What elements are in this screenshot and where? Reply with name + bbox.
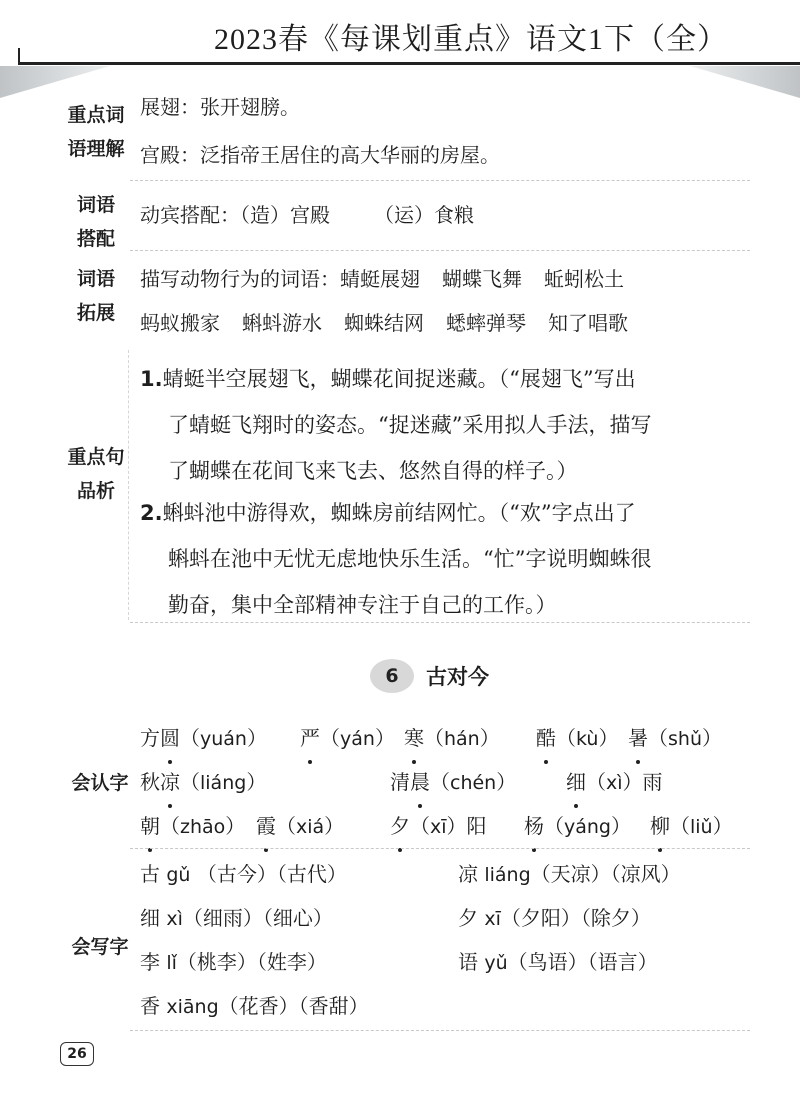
sentence-2-line-1 [140,490,651,536]
recognize-item: 杨（yáng） [524,804,631,849]
recognize-item: 方圆（yuán） [140,716,267,761]
page-number: 26 [60,1042,94,1066]
write-item [458,940,658,985]
pinyin: yáng [564,816,611,838]
recognize-char: 严 [300,716,320,760]
write-char: 古 [140,862,160,886]
divider [130,180,750,181]
pinyin: gǔ [166,864,191,886]
recognize-suffix: 雨 [642,770,663,794]
pinyin: lǐ [166,952,177,974]
write-item [458,852,681,897]
key-word-1: 展翅：张开翅膀。 [140,95,300,119]
recognize-item: 严（yán） [300,716,395,761]
write-char: 语 [458,950,478,974]
sentence-2 [140,490,651,628]
pinyin: zhāo [180,816,226,838]
expansion-word: 蚯蚓松土 [544,267,624,291]
sentence-1-line-1 [140,356,651,402]
recognize-item: 夕（xī）阳 [390,804,487,849]
pinyin: xī [430,816,447,838]
page-title: 2023春《每课划重点》语文1下（全） [214,23,728,56]
expansion-prefix: 描写动物行为的词语： [140,267,340,291]
section-number-badge: 6 [370,659,414,693]
section-heading [370,656,489,696]
label-recognize: 会认字 [71,772,129,794]
recognize-prefix: 清 [390,770,410,794]
decor-swoosh-right [690,66,800,98]
divider [130,250,750,251]
expansion-word: 蝴蝶飞舞 [442,267,522,291]
write-words: （古今）（古代） [196,862,347,886]
recognize-item: 暑（shǔ） [628,716,722,761]
recognize-prefix: 方 [140,726,160,750]
label-expansion-line1: 词语 [76,268,115,290]
pinyin: xiá [296,816,325,838]
label-collocation-line1: 词语 [76,194,115,216]
write-item [140,852,347,897]
recognize-char: 酷 [536,716,556,760]
section-title: 古对今 [426,665,489,689]
label-collocation [66,188,126,256]
pinyin: hán [444,728,480,750]
label-write: 会写字 [71,936,129,958]
recognize-item: 柳（liǔ） [650,804,733,849]
recognize-char: 朝 [140,804,160,848]
recognize-item: 霞（xiá） [256,804,344,849]
recognize-prefix: 秋 [140,770,160,794]
expansion-line-1 [140,262,624,296]
pinyin: kù [576,728,599,750]
pinyin: xì [166,908,183,930]
recognize-char: 杨 [524,804,544,848]
sentence-text: 蜻蜓半空展翅飞，蝴蝶花间捉迷藏。（“展翅飞”写出 [162,367,636,391]
recognize-item: 朝（zhāo） [140,804,245,849]
expansion-word: 蝌蚪游水 [242,311,322,335]
pinyin: shǔ [668,728,702,750]
label-expansion [66,262,126,330]
write-char: 夕 [458,906,478,930]
sentence-2-line-3: 勤奋，集中全部精神专注于自己的工作。） [168,593,557,617]
collocation-item-1: （造）宫殿 [240,203,330,227]
recognize-item: 秋凉（liáng） [140,760,266,805]
sentence-text: 蝌蚪池中游得欢，蜘蛛房前结网忙。（“欢”字点出了 [162,501,636,525]
expansion-word: 蜻蜓展翅 [340,267,420,291]
write-words: （鸟语）（语言） [507,950,658,974]
divider [130,1030,750,1031]
recognize-item: 细（xì）雨 [566,760,663,805]
pinyin: xì [606,772,623,794]
sentence-number: 1. [140,367,163,391]
write-item [458,896,651,941]
recognize-char: 夕 [390,804,410,848]
sentence-1-line-3: 了蝴蝶在花间飞来飞去、悠然自得的样子。） [168,459,578,483]
recognize-item: 寒（hán） [404,716,500,761]
recognize-char: 圆 [160,716,180,760]
write-item [140,940,327,985]
write-words: （桃李）（姓李） [176,950,327,974]
divider [130,622,750,623]
label-key-words [60,98,132,166]
write-char: 香 [140,994,160,1018]
expansion-word: 蟋蟀弹琴 [446,311,526,335]
pinyin: yǔ [484,952,508,974]
pinyin: yán [340,728,375,750]
recognize-char: 细 [566,760,586,804]
recognize-char: 霞 [256,804,276,848]
write-item [140,896,333,941]
recognize-suffix: 阳 [466,814,487,838]
collocation-item-2: （运）食粮 [374,203,474,227]
sentence-number: 2. [140,501,163,525]
recognize-char: 柳 [650,804,670,848]
sentence-1-line-2: 了蜻蜓飞翔时的姿态。“捉迷藏”采用拟人手法，描写 [168,413,652,437]
write-words: （天凉）（凉风） [530,862,681,886]
sentence-1 [140,356,651,494]
label-key-sentences-line2: 品析 [76,480,115,502]
collocation-prefix: 动宾搭配： [140,203,240,227]
write-words: （夕阳）（除夕） [500,906,651,930]
write-char: 凉 [458,862,478,886]
recognize-char: 暑 [628,716,648,760]
expansion-word: 蜘蛛结网 [344,311,424,335]
sentence-2-line-2: 蝌蚪在池中无忧无虑地快乐生活。“忙”字说明蜘蛛很 [168,547,652,571]
collocation-line [140,198,474,232]
pinyin: liáng [484,864,531,886]
label-collocation-line2: 搭配 [76,228,115,250]
label-key-words-line1: 重点词 [67,104,125,126]
recognize-item: 清晨（chén） [390,760,516,805]
key-word-2: 宫殿：泛指帝王居住的高大华丽的房屋。 [140,143,500,167]
expansion-word: 知了唱歌 [548,311,628,335]
divider [130,848,750,849]
write-item [140,984,369,1029]
label-expansion-line2: 拓展 [76,302,115,324]
write-words: （花香）（香甜） [218,994,369,1018]
write-words: （细雨）（细心） [182,906,333,930]
write-char: 李 [140,950,160,974]
expansion-word: 蚂蚁搬家 [140,311,220,335]
label-key-sentences [58,440,134,508]
label-key-sentences-line1: 重点句 [67,446,125,468]
recognize-char: 寒 [404,716,424,760]
expansion-line-2 [140,306,628,340]
page-header [0,0,800,92]
recognize-char: 晨 [410,760,430,804]
recognize-char: 凉 [160,760,180,804]
recognize-item: 酷（kù） [536,716,618,761]
write-char: 细 [140,906,160,930]
pinyin: yuán [200,728,247,750]
decor-swoosh-left [0,66,110,98]
pinyin: chén [450,772,497,794]
pinyin: xiāng [166,996,219,1018]
label-key-words-line2: 语理解 [67,138,125,160]
header-rule [18,62,800,65]
pinyin: liáng [200,772,247,794]
pinyin: xī [484,908,501,930]
pinyin: liǔ [690,816,713,838]
